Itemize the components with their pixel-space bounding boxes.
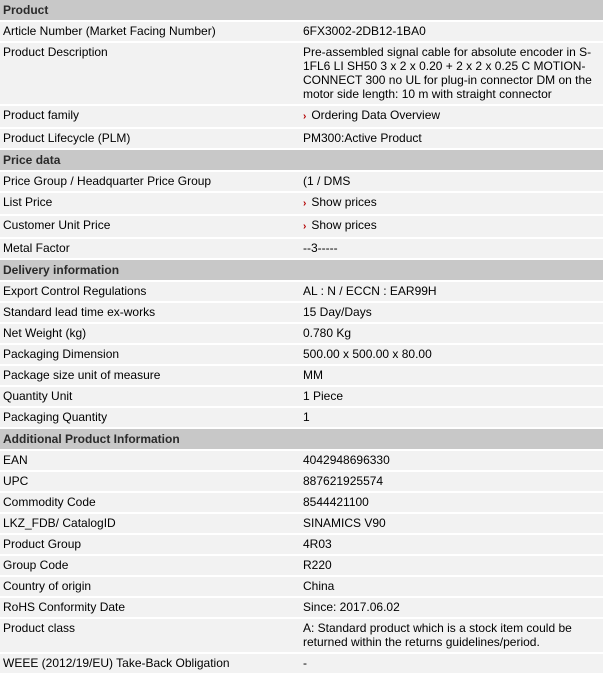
- table-row: [0, 281, 603, 302]
- row-label: Product class: [0, 618, 300, 653]
- row-label: Product Description: [0, 42, 300, 105]
- row-label: Packaging Quantity: [0, 407, 300, 428]
- row-label: WEEE (2012/19/EU) Take-Back Obligation: [0, 653, 300, 674]
- row-label: Net Weight (kg): [0, 323, 300, 344]
- table-row: [0, 192, 603, 215]
- section-title: Product: [0, 0, 603, 21]
- table-row: [0, 171, 603, 192]
- section-header: [0, 259, 603, 281]
- row-value-cell: [300, 105, 603, 128]
- table-row: [0, 576, 603, 597]
- table-row: [0, 323, 603, 344]
- row-label: Group Code: [0, 555, 300, 576]
- row-value: AL : N / ECCN : EAR99H: [300, 281, 603, 302]
- row-value: 1 Piece: [300, 386, 603, 407]
- row-value: 887621925574: [300, 471, 603, 492]
- row-value: 6FX3002-2DB12-1BA0: [300, 21, 603, 42]
- section-title: Price data: [0, 149, 603, 171]
- table-row: [0, 365, 603, 386]
- row-label: Product Group: [0, 534, 300, 555]
- row-value: Since: 2017.06.02: [300, 597, 603, 618]
- row-value: PM300:Active Product: [300, 128, 603, 149]
- table-row: [0, 128, 603, 149]
- row-link-label: Show prices: [311, 195, 377, 209]
- row-value: SINAMICS V90: [300, 513, 603, 534]
- section-header: [0, 149, 603, 171]
- table-row: [0, 344, 603, 365]
- section-header: [0, 428, 603, 450]
- row-value: 1: [300, 407, 603, 428]
- table-row: [0, 215, 603, 238]
- table-row: [0, 492, 603, 513]
- row-link[interactable]: [303, 195, 377, 209]
- row-value: 4R03: [300, 534, 603, 555]
- row-label: Metal Factor: [0, 238, 300, 259]
- table-row: [0, 407, 603, 428]
- table-row: [0, 386, 603, 407]
- row-label: LKZ_FDB/ CatalogID: [0, 513, 300, 534]
- section-header: [0, 0, 603, 21]
- row-label: Package size unit of measure: [0, 365, 300, 386]
- row-link-label: Ordering Data Overview: [311, 108, 441, 122]
- table-row: [0, 105, 603, 128]
- row-value: A: Standard product which is a stock item could be returned within the returns guidelines/period.: [300, 618, 603, 653]
- row-label: Product family: [0, 105, 300, 128]
- table-row: [0, 513, 603, 534]
- row-label: EAN: [0, 450, 300, 471]
- row-label: Quantity Unit: [0, 386, 300, 407]
- row-value: 4042948696330: [300, 450, 603, 471]
- section-title: Additional Product Information: [0, 428, 603, 450]
- row-value: 500.00 x 500.00 x 80.00: [300, 344, 603, 365]
- row-value: -: [300, 653, 603, 674]
- section-title: Delivery information: [0, 259, 603, 281]
- row-label: Country of origin: [0, 576, 300, 597]
- row-link-label: Show prices: [311, 218, 377, 232]
- row-label: Export Control Regulations: [0, 281, 300, 302]
- row-value: --3-----: [300, 238, 603, 259]
- row-value: China: [300, 576, 603, 597]
- row-value: Pre-assembled signal cable for absolute encoder in S-1FL6 LI SH50 3 x 2 x 0.20 + 2 x 2 x 0.25 C MOTION-CONNECT 300 no UL for plug-in connector DM on the motor side length: 10 m with straight connector: [300, 42, 603, 105]
- table-row: [0, 653, 603, 674]
- table-row: [0, 302, 603, 323]
- row-value: R220: [300, 555, 603, 576]
- table-row: [0, 471, 603, 492]
- row-label: Packaging Dimension: [0, 344, 300, 365]
- row-value-cell: [300, 215, 603, 238]
- table-row: [0, 238, 603, 259]
- table-row: [0, 42, 603, 105]
- row-value: 8544421100: [300, 492, 603, 513]
- row-label: List Price: [0, 192, 300, 215]
- table-row: [0, 534, 603, 555]
- table-row: [0, 450, 603, 471]
- row-label: Product Lifecycle (PLM): [0, 128, 300, 149]
- row-label: Customer Unit Price: [0, 215, 300, 238]
- table-row: [0, 597, 603, 618]
- row-link[interactable]: [303, 218, 377, 232]
- row-label: Article Number (Market Facing Number): [0, 21, 300, 42]
- row-label: Price Group / Headquarter Price Group: [0, 171, 300, 192]
- chevron-right-icon: ›: [303, 198, 307, 209]
- row-label: Commodity Code: [0, 492, 300, 513]
- row-value: (1 / DMS: [300, 171, 603, 192]
- chevron-right-icon: ›: [303, 221, 307, 232]
- row-value: 0.780 Kg: [300, 323, 603, 344]
- row-label: UPC: [0, 471, 300, 492]
- row-link[interactable]: [303, 108, 440, 122]
- row-value: MM: [300, 365, 603, 386]
- row-value-cell: [300, 192, 603, 215]
- table-row: [0, 618, 603, 653]
- row-value: 15 Day/Days: [300, 302, 603, 323]
- table-row: [0, 21, 603, 42]
- row-label: RoHS Conformity Date: [0, 597, 300, 618]
- chevron-right-icon: ›: [303, 111, 307, 122]
- row-label: Standard lead time ex-works: [0, 302, 300, 323]
- table-row: [0, 555, 603, 576]
